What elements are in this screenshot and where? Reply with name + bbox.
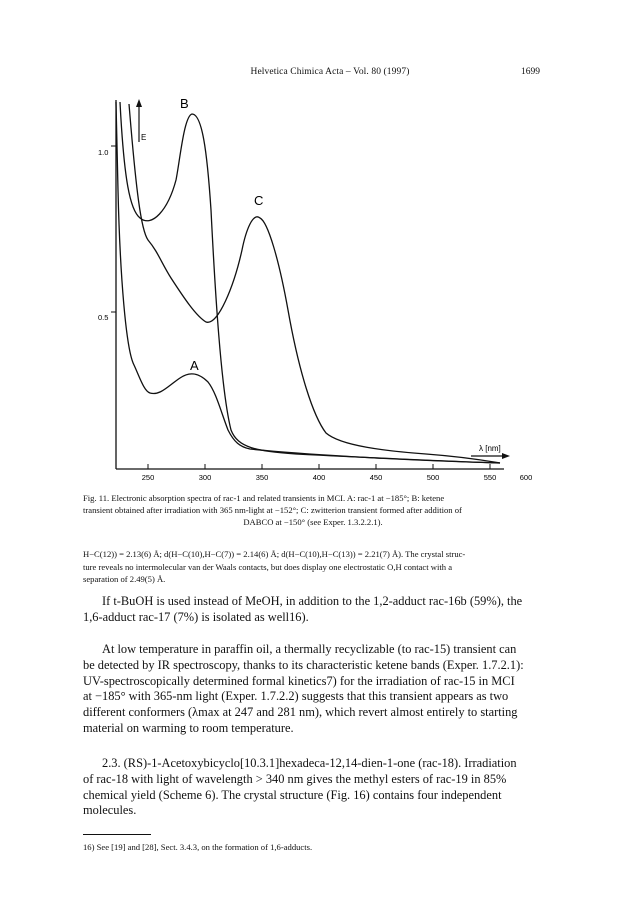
para3-line-1: 2.3. (RS)-1-Acetoxybicyclo[10.3.1]hexadeca-12,14-dien-1-one (rac-18). Irradiation	[102, 756, 517, 770]
para2-line-1: At low temperature in paraffin oil, a thermally recyclizable (to rac-15) transient can	[102, 642, 517, 656]
x-tick-500: 500	[426, 473, 440, 482]
para2-line-6: material on warming to room temperature.	[83, 720, 294, 735]
para1-line-1: If t-BuOH is used instead of MeOH, in addition to the 1,2-adduct rac-16b (59%), the	[102, 594, 523, 608]
spectra-plot	[96, 90, 536, 485]
structure-line-3: separation of 2.49(5) Å.	[83, 574, 166, 584]
para1-line-2: 1,6-adduct rac-17 (7%) is isolated as well16).	[83, 609, 309, 624]
curve-label-c: C	[254, 193, 264, 208]
para2-line-3: UV-spectroscopically determined formal kinetics7) for the irradiation of rac-15 in MCI	[83, 673, 515, 688]
absorption-spectra-figure	[96, 90, 536, 485]
x-tick-250: 250	[141, 473, 155, 482]
para2-line-4: at −185° with 365-nm light (Exper. 1.7.2.2) suggests that this transient appears as two	[83, 689, 509, 704]
para3-line-3: chemical yield (Scheme 6). The crystal structure (Fig. 16) contains four independent	[83, 787, 502, 802]
paragraph-tbuoh	[83, 594, 543, 626]
footnote-rule	[83, 834, 151, 835]
para2-line-2: be detected by IR spectroscopy, thanks to its characteristic ketene bands (Exper. 1.7.2.1):	[83, 657, 524, 672]
x-tick-600: 600	[519, 473, 533, 482]
y-tick-2: 0.5	[98, 313, 109, 322]
curve-b	[120, 102, 500, 463]
structure-line-2: ture reveals no intermolecular van der Waals contacts, but does display one electrostatic O,H contact with a	[83, 561, 453, 572]
x-tick-300: 300	[198, 473, 212, 482]
paragraph-low-temperature	[83, 642, 543, 737]
footnote-16: 16) See [19] and [28], Sect. 3.4.3, on the formation of 1,6-adducts.	[83, 842, 313, 852]
curve-c	[129, 104, 500, 463]
para3-line-2: of rac-18 with light of wavelength > 340 nm gives the methyl esters of rac-19 in 85%	[83, 771, 507, 786]
journal-title: Helvetica Chimica Acta – Vol. 80 (1997)	[250, 67, 410, 77]
para2-line-5: different conformers (λmax at 247 and 281 nm), which revert almost entirely to starting	[83, 705, 518, 720]
x-tick-400: 400	[312, 473, 326, 482]
page-number: 1699	[521, 67, 540, 77]
x-axis-symbol: λ [nm]	[479, 444, 501, 453]
para3-line-4: molecules.	[83, 803, 137, 818]
curve-label-b: B	[180, 96, 189, 111]
caption-line-3: DABCO at −150° (see Exper. 1.3.2.2.1).	[243, 517, 383, 527]
x-tick-450: 450	[369, 473, 383, 482]
section-2-3	[83, 756, 543, 819]
caption-line-2: transient obtained after irradiation with 365 nm-light at −152°; C: zwitterion transient formed after addition of	[83, 505, 462, 515]
x-tick-550: 550	[483, 473, 497, 482]
figure-caption	[83, 492, 543, 528]
crystal-structure-note	[83, 548, 543, 586]
y-tick-1: 1.0	[98, 148, 109, 157]
running-header	[120, 67, 540, 81]
x-tick-350: 350	[255, 473, 269, 482]
y-axis-symbol: E	[141, 133, 147, 142]
caption-line-1: Fig. 11. Electronic absorption spectra of rac-1 and related transients in MCI. A: rac-1 at −185°; B: ketene	[83, 493, 445, 503]
curve-label-a: A	[190, 358, 199, 373]
structure-line-1: H−C(12)) = 2.13(6) Å; d(H−C(10),H−C(7)) = 2.14(6) Å; d(H−C(10),H−C(13)) = 2.21(7) Å). The crystal struc-	[83, 549, 466, 559]
